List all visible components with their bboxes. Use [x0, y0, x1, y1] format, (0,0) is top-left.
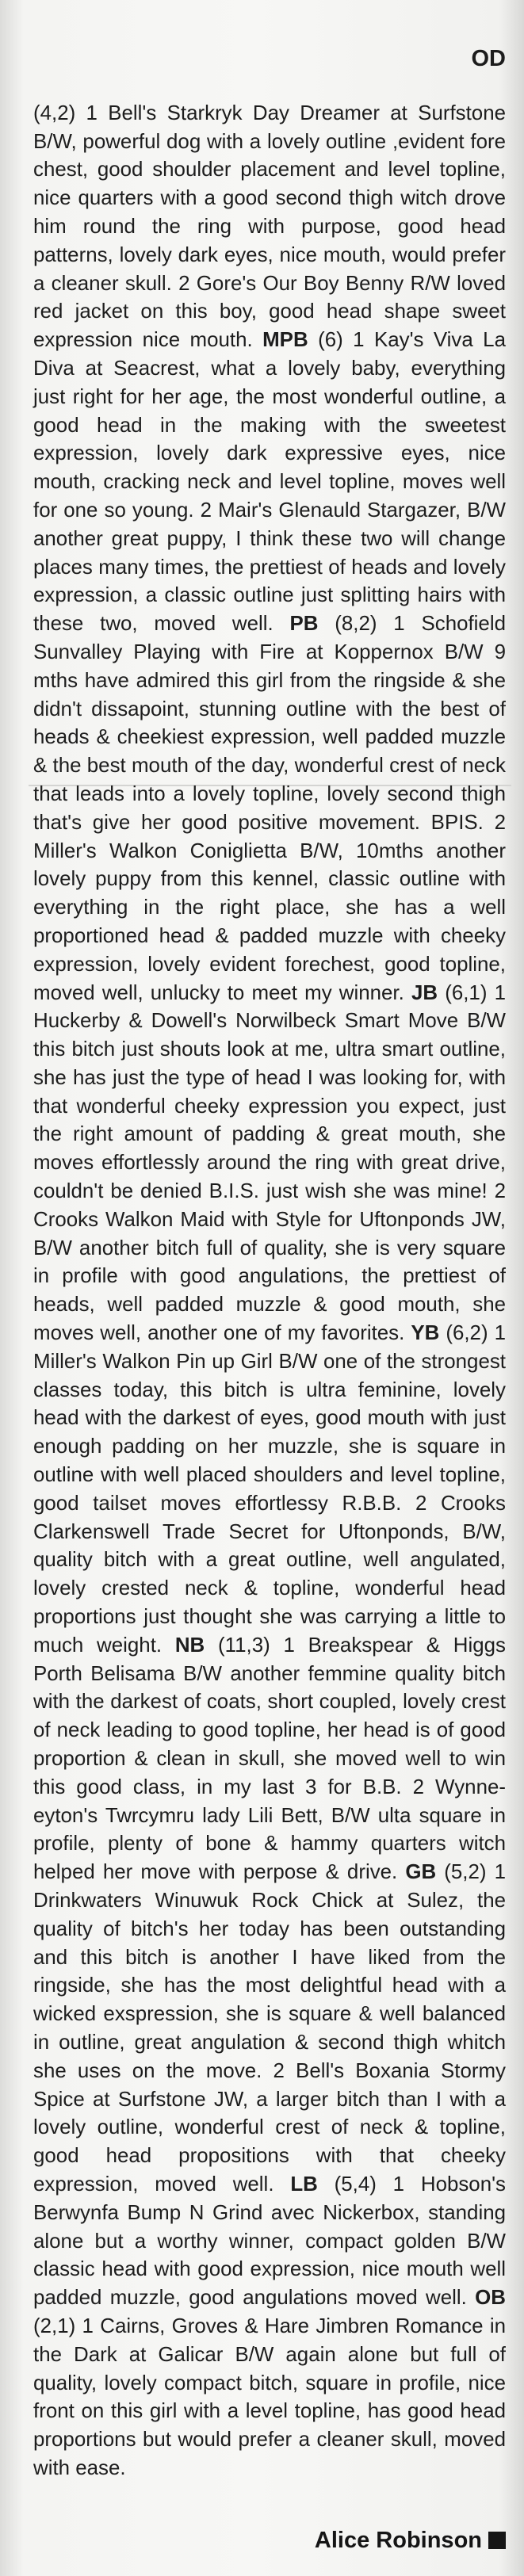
segment-text: (5,2) 1 Drinkwaters Winuwuk Rock Chick at Sulez, the quality of bitch's her today has been outstanding and this bitch is another I have liked from the ringside, she has the most delightful head with a wicked exspression, she is square & well balanced in outline, great angulation & second thigh whitch she uses on the move. 2 Bell's Boxania Stormy Spice at Surfstone JW, a larger bitch than I with a lovely outline, wonderful crest of neck & topline, good head propositions with that cheeky expression, moved well.: [33, 1861, 506, 2196]
section-heading: OD: [471, 46, 506, 71]
report-segment: [33, 1861, 506, 2196]
report-segment: [33, 982, 506, 1345]
report-segment: [33, 613, 506, 1003]
report-segment: [33, 1322, 506, 1657]
class-code: MPB: [262, 329, 308, 352]
class-code: YB: [411, 1322, 440, 1345]
segment-text: (8,2) 1 Schofield Sunvalley Playing with Fire at Koppernox B/W 9 mths have admired this girl from the ringside & she didn't dissapoint, stunning outline with the best of heads & cheekiest expression, well padded muzzle & the best mouth of the day, wonderful crest of neck that leads into a lovely topline, lovely second thigh that's give her good positive movement. BPIS. 2 Miller's Walkon Coniglietta B/W, 10mths another lovely puppy from this kennel, classic outline with everything in the right place, she has a well proportioned head & padded muzzle with cheeky expression, lovely evident forechest, good topline, moved well, unlucky to meet my winner.: [33, 613, 506, 1004]
author-name: Alice Robinson: [314, 2528, 482, 2553]
end-mark-square-icon: [488, 2532, 506, 2549]
segment-text: (4,2) 1 Bell's Starkryk Day Dreamer at Surfstone B/W, powerful dog with a lovely outline ,evident fore chest, good shoulder placement and level topline, nice quarters with a good second thigh witch drove him round the ring with purpose, good head patterns, lovely dark eyes, nice mouth, would prefer a cleaner skull. 2 Gore's Our Boy Benny R/W loved red jacket on this boy, good head shape sweet expression nice mouth.: [33, 101, 506, 352]
segment-text: (6,1) 1 Huckerby & Dowell's Norwilbeck Smart Move B/W this bitch just shouts look at me, ultra smart outline, she has just the type of head I was looking for, with that wonderful cheeky expression you expect, just the right amount of padding & great mouth, she moves effortlessly around the ring with great drive, couldn't be denied B.I.S. just wish she was mine! 2 Crooks Walkon Maid with Style for Uftonponds JW, B/W another bitch full of quality, she is very square in profile with good angulations, the prettiest of heads, well padded muzzle & good mouth, she moves well, another one of my favorites.: [33, 981, 506, 1345]
segment-text: (6,2) 1 Miller's Walkon Pin up Girl B/W one of the strongest classes today, this bitch is ultra feminine, lovely head with the darkest of eyes, good mouth with just enough padding on her muzzle, she is square in outline with well placed shoulders and level topline, good tailset moves effortlessy R.B.B. 2 Crooks Clarkenswell Trade Secret for Uftonponds, B/W, quality bitch with a great outline, well angulated, lovely crested neck & topline, wonderful head proportions just thought she was carrying a little to much weight.: [33, 1322, 506, 1657]
show-report-column: [33, 0, 506, 2576]
class-code: GB: [405, 1861, 437, 1884]
segment-text: (6) 1 Kay's Viva La Diva at Seacrest, what a lovely baby, everything just right for her age, the most wonderful outline, a good head in the making with the sweetest expression, lovely dark expressive eyes, nice mouth, cracking neck and level topline, moves well for one so young. 2 Mair's Glenauld Stargazer, B/W another great puppy, I think these two will change places many times, the prettiest of heads and lovely expression, a classic outline just splitting hairs with these two, moved well.: [33, 329, 506, 636]
class-code: NB: [174, 1634, 205, 1657]
report-segment: [33, 102, 506, 351]
report-segment: [33, 1634, 506, 1883]
report-segment: [33, 2287, 506, 2479]
report-body: [33, 71, 506, 2483]
segment-text: (11,3) 1 Breakspear & Higgs Porth Belisama B/W another femmine quality bitch with the darkest of coats, short coupled, lovely crest of neck leading to good topline, her head is of good proportion & clean in skull, she moved well to win this good class, in my last 3 for B.B. 2 Wynne-eyton's Twrcymru lady Lili Bett, B/W ulta square in profile, plenty of bone & hammy quarters witch helped her move with perpose & drive.: [33, 1634, 506, 1884]
class-code: LB: [290, 2173, 318, 2196]
class-code: OB: [475, 2287, 506, 2310]
class-code: PB: [289, 613, 319, 636]
class-code: JB: [411, 981, 438, 1004]
report-segment: [33, 329, 506, 635]
segment-text: (5,4) 1 Hobson's Berwynfa Bump N Grind avec Nickerbox, standing alone but a worthy winner, compact golden B/W classic head with good expression, nice mouth well padded muzzle, good angulations moved well.: [33, 2173, 506, 2310]
author-signature: [315, 2528, 506, 2554]
segment-text: (2,1) 1 Cairns, Groves & Hare Jimbren Romance in the Dark at Galicar B/W again alone but full of quality, lovely compact bitch, square in profile, nice front on this girl with a level topline, has good head proportions but would prefer a cleaner skull, moved with ease.: [33, 2314, 506, 2479]
